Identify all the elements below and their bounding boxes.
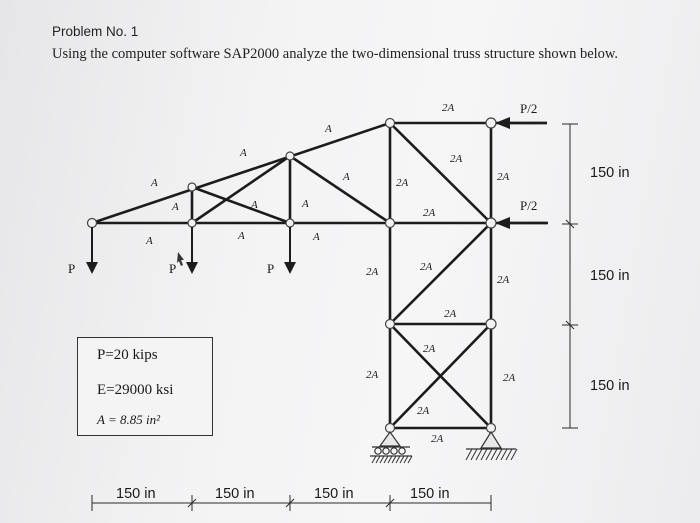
load-label: P <box>169 261 177 276</box>
dimension-label: 150 in <box>590 268 630 284</box>
pin-support-icon <box>466 432 517 460</box>
load-label: P <box>267 261 275 276</box>
member-label: 2A <box>366 266 379 278</box>
member-label: 2A <box>497 171 510 183</box>
area-value: A = 8.85 in² <box>97 412 160 427</box>
vertical-dimension-lines <box>562 124 578 428</box>
member-label: A <box>151 177 158 189</box>
member-label: A <box>238 230 245 242</box>
dimension-label: 150 in <box>410 486 450 502</box>
load-arrow-down-icon <box>284 262 296 274</box>
cursor-icon <box>177 252 184 266</box>
member-label: 2A <box>366 369 379 381</box>
problem-description: Using the computer software SAP2000 analyze the two-dimensional truss structure shown below. <box>52 46 619 62</box>
problem-title: Problem No. 1 <box>52 24 139 39</box>
member-label: 2A <box>423 207 436 219</box>
member-label: 2A <box>503 372 516 384</box>
dimension-label: 150 in <box>590 378 630 394</box>
load-arrow-down-icon <box>186 262 198 274</box>
dimension-label: 150 in <box>116 486 156 502</box>
member-label: 2A <box>417 405 430 417</box>
load-arrow-left-icon <box>495 217 510 229</box>
member-label: 2A <box>431 433 444 445</box>
dimension-label: 150 in <box>314 486 354 502</box>
load-label: P/2 <box>520 101 538 116</box>
member-label: 2A <box>444 308 457 320</box>
down-load-arrows <box>92 227 290 262</box>
modulus-value: E=29000 ksi <box>97 382 174 398</box>
load-arrow-left-icon <box>495 117 510 129</box>
member-label: A <box>172 201 179 213</box>
member-label: 2A <box>423 343 436 355</box>
load-value: P=20 kips <box>97 347 158 363</box>
member-label: 2A <box>420 261 433 273</box>
member-label: A <box>313 231 320 243</box>
dimension-label: 150 in <box>215 486 255 502</box>
dimension-label: 150 in <box>590 165 630 181</box>
member-label: A <box>325 123 332 135</box>
member-label: A <box>146 235 153 247</box>
member-label: A <box>240 147 247 159</box>
member-label: 2A <box>442 102 455 114</box>
member-label: A <box>251 199 258 211</box>
member-label: 2A <box>497 274 510 286</box>
roller-support-icon <box>370 432 412 463</box>
load-arrow-down-icon <box>86 262 98 274</box>
member-label: A <box>302 198 309 210</box>
load-label: P <box>68 261 76 276</box>
properties-box <box>77 337 213 436</box>
member-label: 2A <box>396 177 409 189</box>
load-label: P/2 <box>520 198 538 213</box>
member-label: 2A <box>450 153 463 165</box>
member-label: A <box>343 171 350 183</box>
